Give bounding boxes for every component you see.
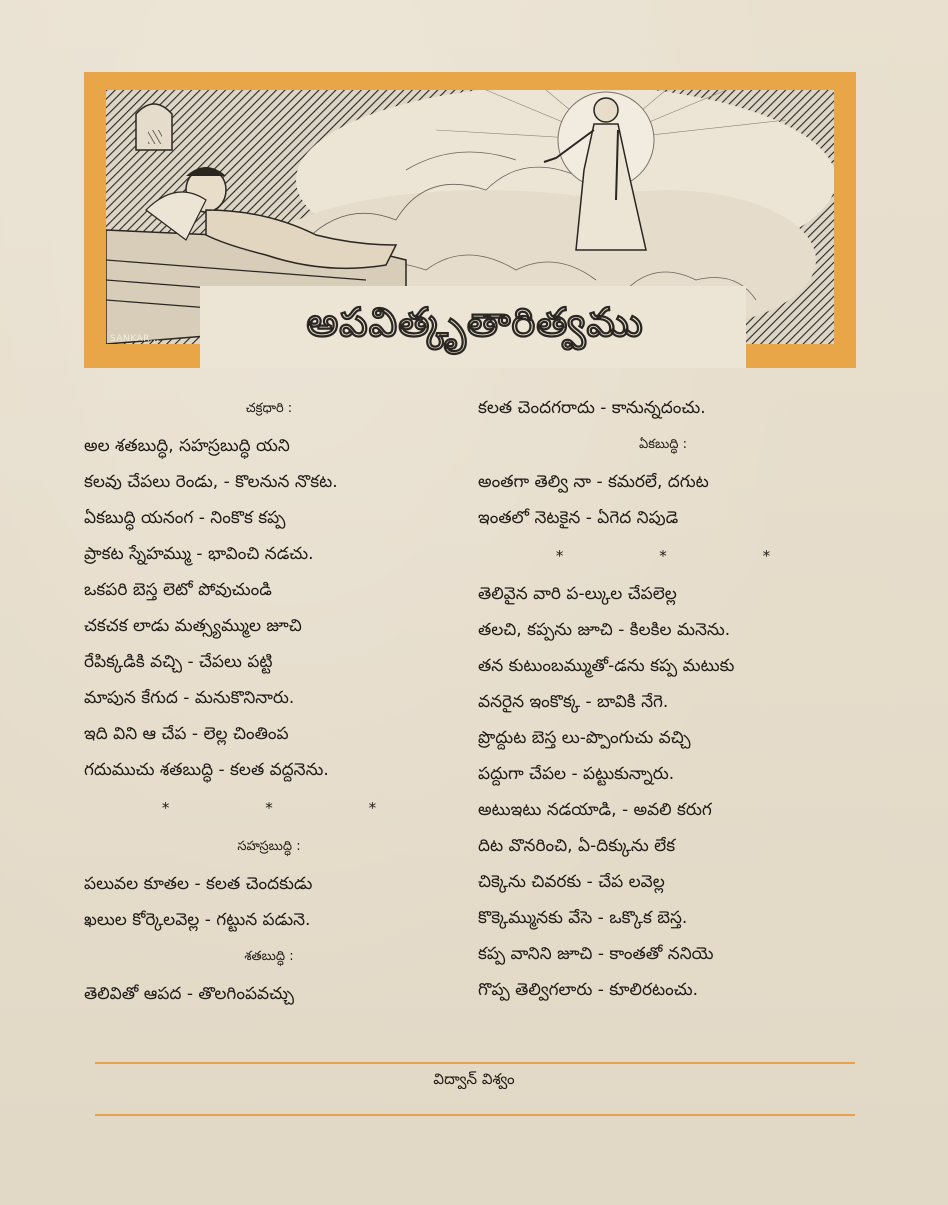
verse-line: వనరైన ఇంకొక్క - బావికి నేగె. [478,692,669,712]
verse-line: ఖలుల కోర్కెలవెల్ల - గట్టున పడునె. [84,910,311,930]
asterism-star: * [762,547,771,565]
verse-line: ప్రొద్దుట బెస్త లు-ప్పొంగుచు వచ్చి [478,728,691,748]
right-column [478,390,848,1008]
verse-line: గొప్ప తెల్విగలారు - కూలిరటంచు. [478,980,698,1000]
asterism-star: * [659,547,667,565]
speaker-label: సహస్రబుద్ధి : [237,839,301,854]
section-break [84,788,454,828]
verse-line: చకచక లాడు మత్స్యమ్ముల జూచి [84,616,302,636]
verse-line: రేపిక్కడికి వచ్చి - చేపలు పట్టి [84,652,273,672]
verse-line: తెలివితో ఆపద - తొలగింపవచ్చు [84,984,295,1004]
verse-line: కలత చెందగరాదు - కానున్నదంచు. [478,398,706,418]
verse-line: తెలివైన వారి ప-ల్కుల చేపలెల్ల [478,584,677,604]
verse-line: తన కుటుంబమ్ముతో-డను కప్ప మటుకు [478,656,735,676]
asterism-star: * [555,547,564,565]
section-break [478,536,848,576]
verse-line: చిక్కెను చివరకు - చేప లవెల్ల [478,872,665,892]
asterism-star: * [368,799,377,817]
verse-line: అల శతబుద్ధి, సహస్రబుద్ధి యని [84,436,290,456]
verse-line: ప్రాకట స్నేహమ్ము - భావించి నడచు. [84,544,314,564]
top-divider [95,1062,855,1064]
bottom-divider [95,1114,855,1116]
verse-line: పద్దుగా చేపల - పట్టుకున్నారు. [478,764,675,784]
verse-line: కప్ప వానిని జూచి - కాంతతో ననియె [478,944,714,964]
verse-line: ఇంతలో నెటకైన - ఏగెద నిపుడె [478,508,679,528]
story-title: అపవిత్కృతారిత్వము [306,298,644,346]
speaker-label: శతబుద్ధి : [244,949,294,964]
verse-line: ఇది విని ఆ చేప - లెల్ల చింతింప [84,724,289,744]
verse-line: గదుముచు శతబుద్ధి - కలత వద్దనెను. [84,760,329,780]
asterism-star: * [161,799,170,817]
speaker-label: ఏకబుద్ధి : [639,437,687,452]
speaker-label: చక్రధారి : [245,401,293,416]
verse-line: ఏకబుద్ధి యనంగ - నింకొక కప్ప [84,508,286,528]
verse-line: కొక్కెమ్మునకు వేసె - ఒక్కొక బెస్త. [478,908,688,928]
verse-line: కలవు చేపలు రెండు, - కొలనున నొకట. [84,472,338,492]
verse-line: ఒకపరి బెస్త లెటో పోవుచుండి [84,580,272,600]
author-credit: విద్వాన్ విశ్వం [433,1070,515,1088]
verse-line: దిట వొనరించి, ఏ-దిక్కును లేక [478,836,676,856]
asterism-star: * [265,799,273,817]
verse-line: మాపున కేగుద - మనుకొనినారు. [84,688,295,708]
verse-line: అంతగా తెల్వి నా - కమరలే, దగుట [478,472,709,492]
artist-signature: SANKAR... [110,334,160,344]
verse-line: తలచి, కప్పను జూచి - కిలకిల మనెను. [478,620,731,640]
left-column [84,390,454,1012]
verse-line: పలువల కూతల - కలత చెందకుడు [84,874,313,894]
verse-line: అటుఇటు నడయాడి, - అవలి కరుగ [478,800,712,820]
